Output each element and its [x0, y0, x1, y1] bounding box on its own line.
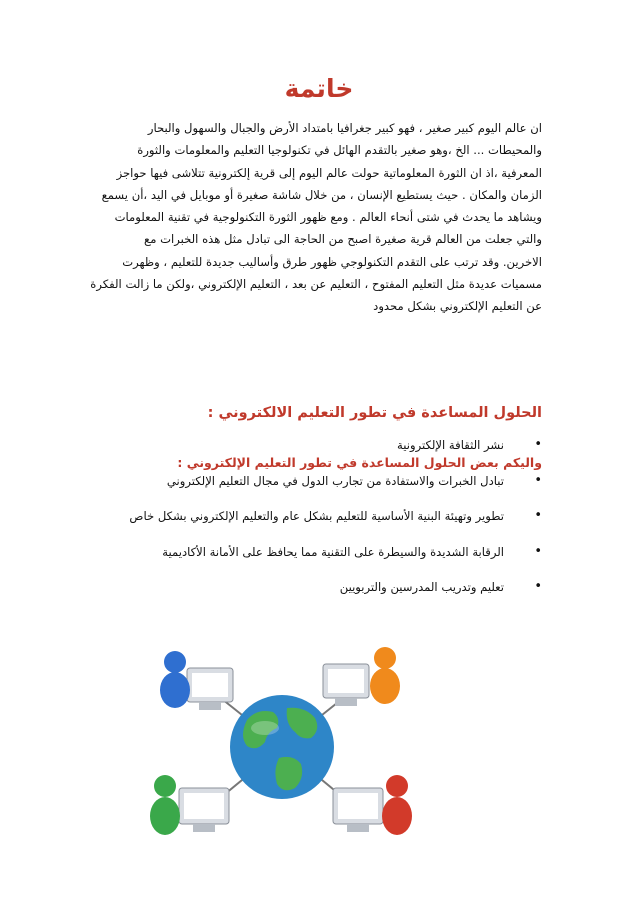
solutions-list: [102, 434, 542, 612]
section-heading-solutions: الحلول المساعدة في تطور التعليم الالكتروني :: [207, 405, 542, 421]
page-title: خاتمة: [284, 74, 354, 103]
intro-line: والمحيطات ... الخ ،وهو صغير بالتقدم الهائل في تكنولوجيا التعليم والمعلومات والثورة: [137, 143, 542, 158]
list-item-text: نشر الثقافة الإلكترونية: [397, 438, 504, 452]
intro-line: والتي جعلت من العالم قرية صغيرة اصبح من الحاجة الى تبادل مثل هذه الخبرات مع: [144, 232, 542, 247]
list-item: [102, 576, 542, 612]
list-item-text: تبادل الخبرات والاستفادة من تجارب الدول في مجال التعليم الإلكتروني: [166, 473, 504, 488]
user-computer-icon: [150, 775, 229, 835]
list-item: [102, 541, 542, 577]
intro-line: عن التعليم الإلكتروني بشكل محدود: [373, 299, 542, 314]
user-computer-icon: [333, 775, 412, 835]
bullet-icon: •: [534, 472, 542, 488]
bullet-icon: •: [534, 579, 542, 594]
section-heading-intro: واليكم بعض الحلول المساعدة في تطور التعليم الإلكتروني :: [177, 455, 542, 470]
bullet-icon: •: [534, 543, 542, 559]
intro-line: ان عالم اليوم كبير صغير ، فهو كبير جغرافيا بامتداد الأرض والجبال والسهول والبحار: [147, 121, 542, 135]
intro-line: الزمان والمكان . حيث يستطيع الإنسان ، من خلال شاشة صغيرة أو موبايل في اليد ،أن يسمع: [101, 187, 542, 202]
list-item-text: تطوير وتهيئة البنية الأساسية للتعليم بشكل عام والتعليم الإلكتروني بشكل خاص: [129, 509, 504, 523]
bullet-icon: •: [534, 508, 542, 523]
list-item: [102, 505, 542, 541]
intro-line: مسميات عديدة مثل التعليم المفتوح ، التعليم عن بعد ، التعليم الإلكتروني ،ولكن ما زالت الفكرة: [90, 277, 542, 292]
intro-paragraph: [90, 117, 542, 318]
network-globe-computers-icon: [147, 628, 417, 866]
list-item: [102, 470, 542, 506]
user-computer-icon: [323, 647, 400, 706]
intro-line: ويشاهد ما يحدث في شتى أنحاء العالم . ومع ظهور الثورة التكنولوجية في تقنية المعلومات: [114, 210, 542, 225]
user-computer-icon: [160, 651, 233, 710]
list-item: [102, 434, 542, 470]
list-item-text: تعليم وتدريب المدرسين والتربويين: [339, 580, 504, 594]
globe-icon: [230, 695, 334, 799]
list-item-text: الرقابة الشديدة والسيطرة على التقنية مما يحافظ على الأمانة الأكاديمية: [162, 544, 504, 559]
bullet-icon: •: [534, 437, 542, 452]
intro-line: الاخرين. وقد ترتب على التقدم التكنولوجي ظهور طرق وأساليب جديدة للتعليم ، وظهرت: [122, 254, 542, 269]
intro-line: المعرفية ،اذ ان الثورة المعلوماتية حولت عالم اليوم إلى قرية إلكترونية تتلاشى فيها حواجز: [116, 165, 542, 180]
